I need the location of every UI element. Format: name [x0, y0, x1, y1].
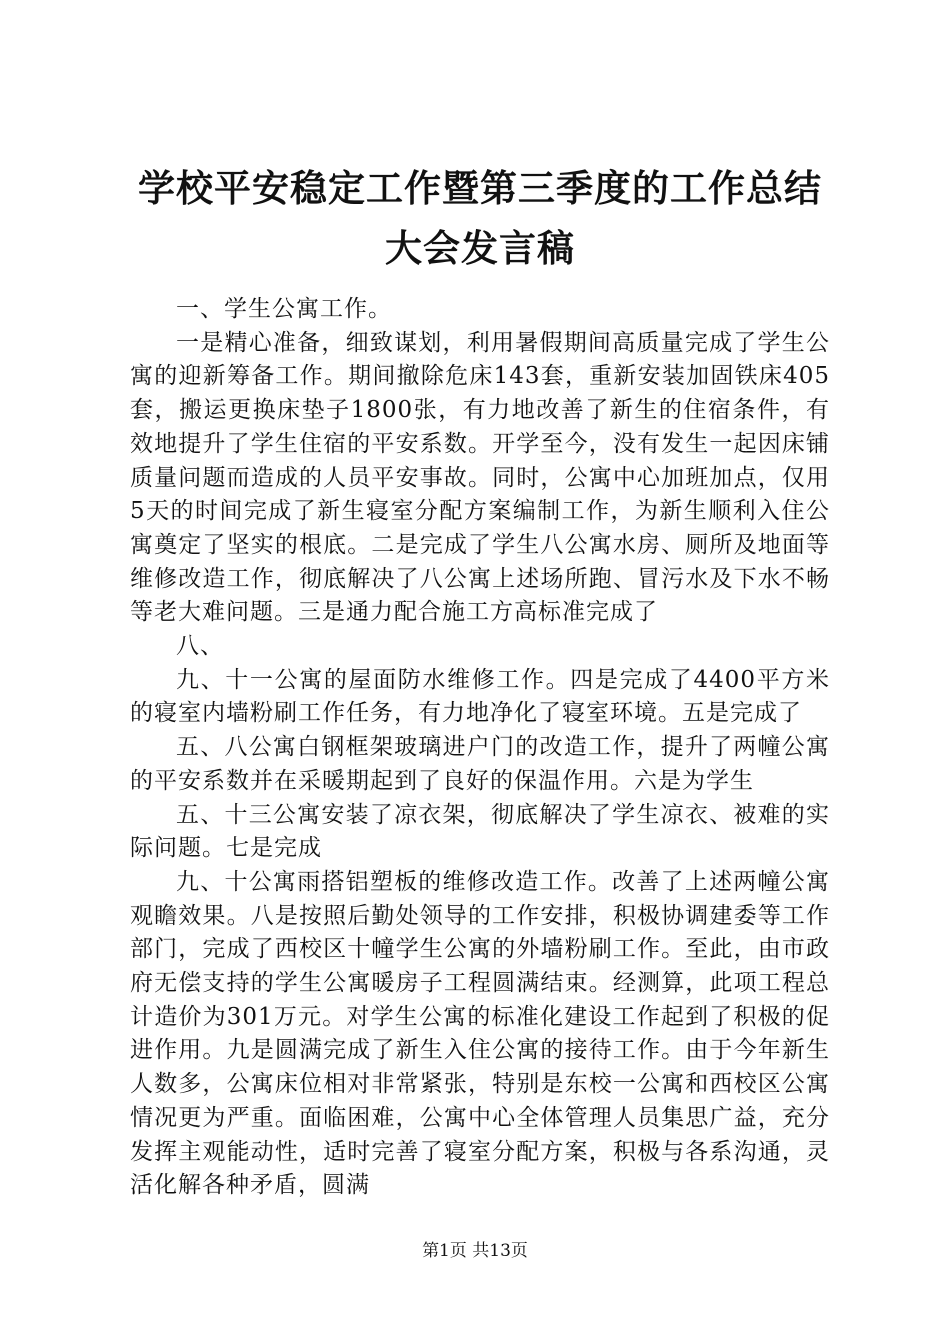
paragraph: 一是精心准备，细致谋划，利用暑假期间高质量完成了学生公寓的迎新筹备工作。期间撤除危床143套，重新安装加固铁床405套，搬运更换床垫子1800张，有力地改善了新生的住宿条件，有效地提升了学生住宿的平安系数。开学至今，没有发生一起因床铺质量问题而造成的人员平安事故。同时，公寓中心加班加点，仅用5天的时间完成了新生寝室分配方案编制工作，为新生顺利入住公寓奠定了坚实的根底。二是完成了学生八公寓水房、厕所及地面等维修改造工作，彻底解决了八公寓上述场所跑、冒污水及下水不畅等老大难问题。三是通力配合施工方高标准完成了 — [130, 329, 830, 626]
page-number-footer: 第1页 共13页 — [422, 1241, 528, 1261]
paragraph: 八、 — [176, 633, 224, 660]
paragraph: 九、十公寓雨搭铝塑板的维修改造工作。改善了上述两幢公寓观瞻效果。八是按照后勤处领导的工作安排，积极协调建委等工作部门，完成了西校区十幢学生公寓的外墙粉刷工作。至此，由市政府无偿支持的学生公寓暖房子工程圆满结束。经测算，此项工程总计造价为301万元。对学生公寓的标准化建设工作起到了积极的促进作用。九是圆满完成了新生入住公寓的接待工作。由于今年新生人数多，公寓床位相对非常紧张，特别是东校一公寓和西校区公寓情况更为严重。面临困难，公寓中心全体管理人员集思广益，充分发挥主观能动性，适时完善了寝室分配方案，积极与各系沟通，灵活化解各种矛盾，圆满 — [130, 868, 830, 1199]
document-body — [130, 293, 830, 1203]
document-title: 学校平安稳定工作暨第三季度的工作总结大会发言稿 — [138, 166, 822, 270]
paragraph: 一、学生公寓工作。 — [176, 296, 392, 322]
paragraph: 五、八公寓白钢框架玻璃进户门的改造工作，提升了两幢公寓的平安系数并在采暖期起到了良好的保温作用。六是为学生 — [130, 734, 830, 794]
paragraph: 九、十一公寓的屋面防水维修工作。四是完成了4400平方米的寝室内墙粉刷工作任务，有力地净化了寝室环境。五是完成了 — [130, 666, 830, 727]
paragraph: 五、十三公寓安装了凉衣架，彻底解决了学生凉衣、被难的实际问题。七是完成 — [130, 801, 830, 862]
